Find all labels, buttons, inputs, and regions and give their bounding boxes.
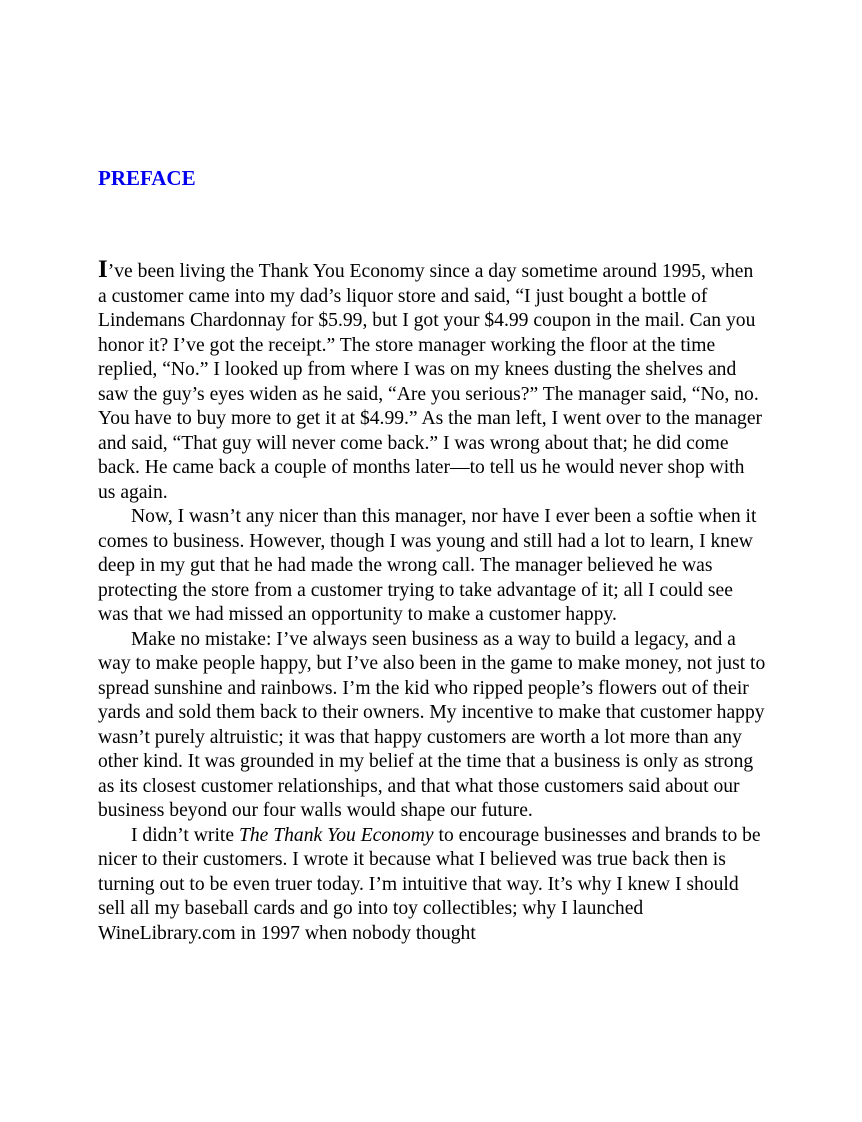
paragraph-1-text: ’ve been living the Thank You Economy since a day sometime around 1995, when a customer came into my dad’s liquor store and said, “I just bought a bottle of Lindemans Chardonnay for $5.99, but I got your $4.99 coupon in the mail. Can you honor it? I’ve got the receipt.” The store manager working the floor at the time replied, “No.” I looked up from where I was on my knees dusting the shelves and saw the guy’s eyes widen as he said, “Are you serious?” The manager said, “No, no. You have to buy more to get it at $4.99.” As the man left, I went over to the manager and said, “That guy will never come back.” I was wrong about that; he did come back. He came back a couple of months later—to tell us he would never shop with us again. (98, 261, 763, 503)
paragraph-4-text-after: to encourage businesses and brands to be nicer to their customers. I wrote it because what I believed was true back then is turning out to be even truer today. I’m intuitive that way. It’s why I knew I should sell all my baseball cards and go into toy collectibles; why I launched WineLibrary.com in 1997 when nobody thought (98, 824, 761, 944)
paragraph-3: Make no mistake: I’ve always seen business as a way to build a legacy, and a way to make people happy, but I’ve also been in the game to make money, not just to spread sunshine and rainbows. I’m the kid who ripped people’s flowers out of their yards and sold them back to their owners. My incentive to make that customer happy wasn’t purely altruistic; it was that happy customers are worth a lot more than any other kind. It was grounded in my belief at the time that a business is only as strong as its closest customer relationships, and that what those customers said about our business beyond our four walls would shape our future. (98, 628, 766, 821)
chapter-heading: PREFACE (98, 166, 196, 190)
paragraph-1 (98, 258, 766, 505)
book-title: The Thank You Economy (238, 824, 434, 846)
drop-cap-initial: I (98, 256, 108, 283)
paragraph-4 (98, 824, 766, 947)
chapter-body (98, 258, 766, 946)
paragraph-2: Now, I wasn’t any nicer than this manager, nor have I ever been a softie when it comes to business. However, though I was young and still had a lot to learn, I knew deep in my gut that he had made the wrong call. The manager believed he was protecting the store from a customer trying to take advantage of it; all I could see was that we had missed an opportunity to make a customer happy. (98, 506, 757, 625)
paragraph-4-text-before: I didn’t write (131, 824, 239, 846)
